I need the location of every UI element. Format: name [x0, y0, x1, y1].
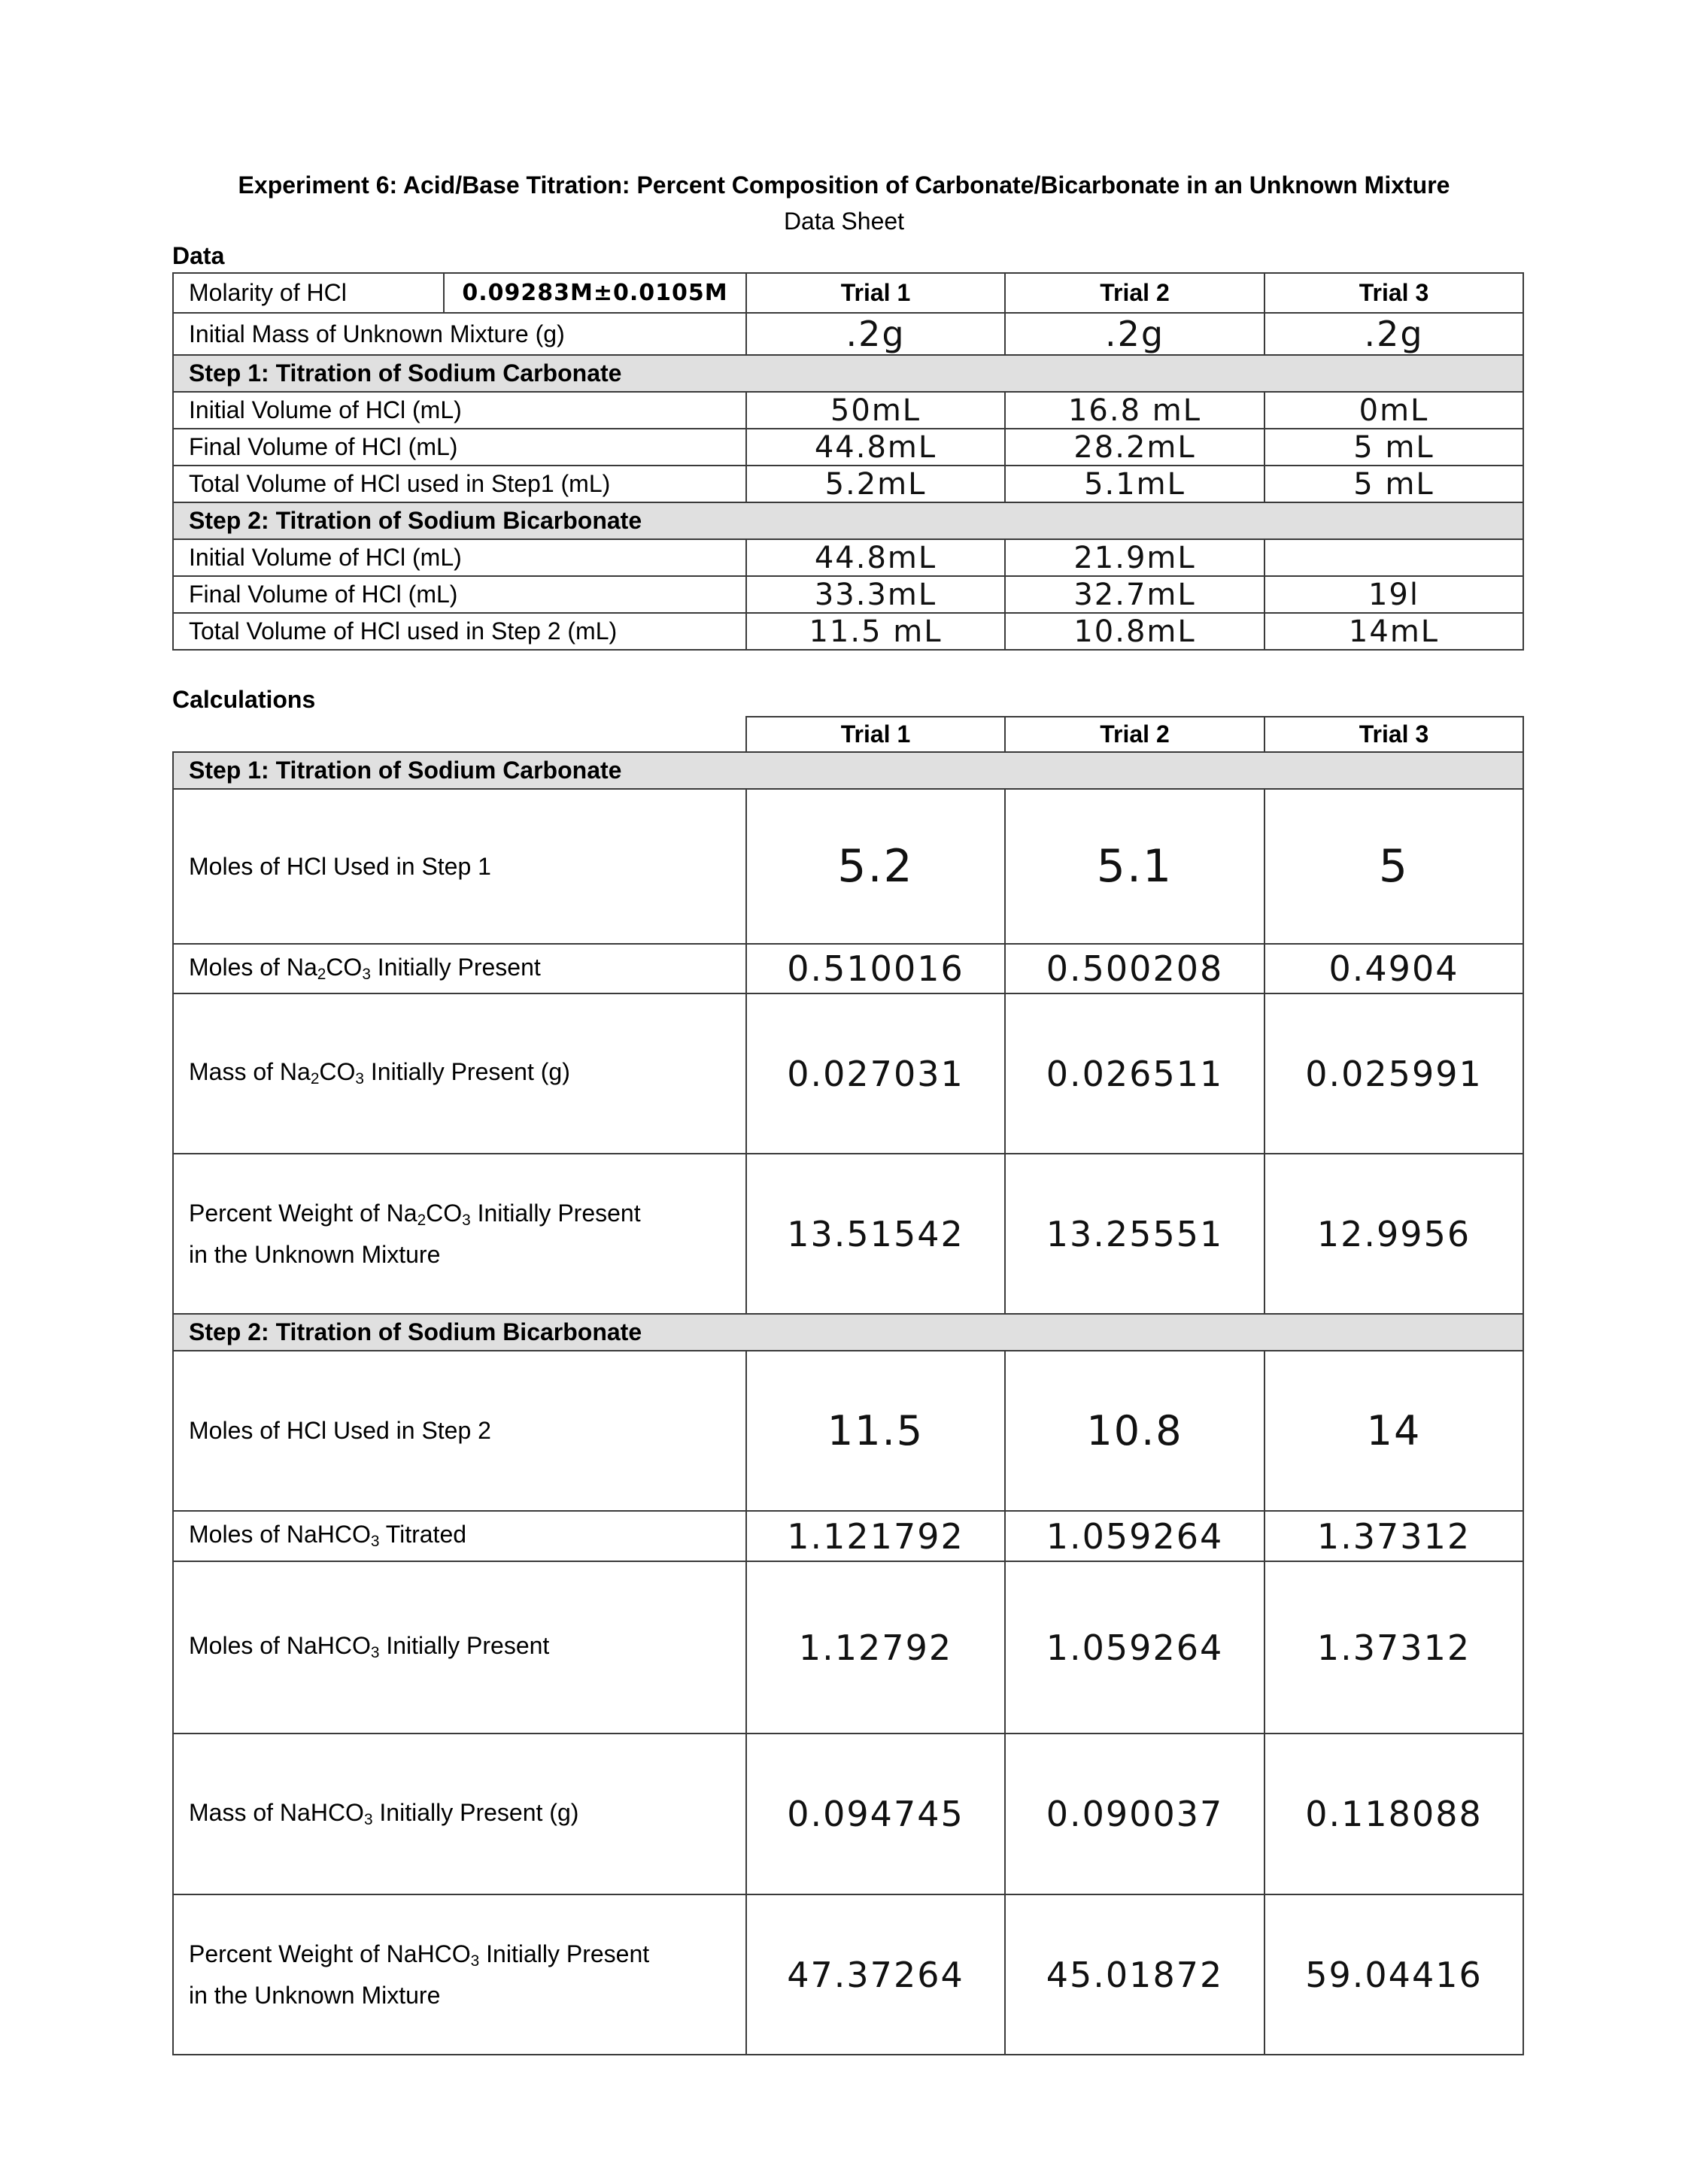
moles-hcl-step2-label: Moles of HCl Used in Step 2 — [173, 1351, 746, 1511]
header-trial-2: Trial 2 — [1005, 273, 1264, 313]
table-row — [173, 789, 1523, 944]
header-blank-cell — [173, 717, 746, 752]
step2-initial-label: Initial Volume of HCl (mL) — [173, 539, 746, 576]
initial-mass-trial-3: .2g — [1264, 313, 1523, 355]
mass-na2co3-trial-3: 0.025991 — [1264, 993, 1523, 1154]
initial-mass-trial-2: .2g — [1005, 313, 1264, 355]
section-band — [173, 355, 1523, 392]
step1-total-trial-2: 5.1mL — [1005, 466, 1264, 502]
header-trial-3: Trial 3 — [1264, 273, 1523, 313]
calc-step2-title: Step 2: Titration of Sodium Bicarbonate — [173, 1314, 1523, 1351]
molarity-label: Molarity of HCl — [173, 273, 444, 313]
step2-initial-trial-2: 21.9mL — [1005, 539, 1264, 576]
initial-mass-label: Initial Mass of Unknown Mixture (g) — [173, 313, 746, 355]
step2-final-label: Final Volume of HCl (mL) — [173, 576, 746, 613]
section-band — [173, 1314, 1523, 1351]
table-row — [173, 273, 1523, 313]
step1-total-label: Total Volume of HCl used in Step1 (mL) — [173, 466, 746, 502]
percent-nahco3-trial-1: 47.37264 — [746, 1894, 1005, 2055]
step2-final-trial-3: 19l — [1264, 576, 1523, 613]
page-title: Experiment 6: Acid/Base Titration: Percent Composition of Carbonate/Bicarbonate in an Unknown Mixture — [238, 171, 1450, 199]
step1-title: Step 1: Titration of Sodium Carbonate — [173, 355, 1523, 392]
moles-na2co3-trial-1: 0.510016 — [746, 944, 1005, 993]
step1-total-trial-3: 5 mL — [1264, 466, 1523, 502]
moles-na2co3-trial-2: 0.500208 — [1005, 944, 1264, 993]
moles-na2co3-label: Moles of $Na_2CO_3$ Initially Present — [173, 944, 746, 993]
table-row — [173, 576, 1523, 613]
table-row — [173, 1561, 1523, 1734]
percent-na2co3-label: Percent Weight of $Na_2CO_3$ Initially Present in the Unknown Mixture — [173, 1154, 746, 1314]
percent-na2co3-trial-1: 13.51542 — [746, 1154, 1005, 1314]
percent-na2co3-trial-2: 13.25551 — [1005, 1154, 1264, 1314]
table-row — [173, 429, 1523, 466]
step1-final-label: Final Volume of HCl (mL) — [173, 429, 746, 466]
table-row — [173, 1351, 1523, 1511]
moles-nahco3-present-trial-3: 1.37312 — [1264, 1561, 1523, 1734]
percent-na2co3-trial-3: 12.9956 — [1264, 1154, 1523, 1314]
data-section-label: Data — [172, 242, 225, 269]
moles-nahco3-present-trial-1: 1.12792 — [746, 1561, 1005, 1734]
step2-initial-trial-3 — [1264, 539, 1523, 576]
step2-final-trial-2: 32.7mL — [1005, 576, 1264, 613]
table-row — [173, 717, 1523, 752]
section-band — [173, 502, 1523, 539]
step1-final-trial-3: 5 mL — [1264, 429, 1523, 466]
moles-hcl-step2-trial-2: 10.8 — [1005, 1351, 1264, 1511]
step1-total-trial-1: 5.2mL — [746, 466, 1005, 502]
table-row — [173, 313, 1523, 355]
table-row — [173, 1511, 1523, 1561]
calc-header-trial-2: Trial 2 — [1005, 717, 1264, 752]
moles-nahco3-present-label: Moles of NaHCO$_3$ Initially Present — [173, 1561, 746, 1734]
moles-hcl-step2-trial-3: 14 — [1264, 1351, 1523, 1511]
moles-na2co3-trial-3: 0.4904 — [1264, 944, 1523, 993]
step2-initial-trial-1: 44.8mL — [746, 539, 1005, 576]
molarity-value: 0.09283M±0.0105M — [444, 273, 746, 313]
table-row — [173, 466, 1523, 502]
calculations-section-label: Calculations — [172, 686, 316, 713]
mass-na2co3-trial-2: 0.026511 — [1005, 993, 1264, 1154]
moles-nahco3-titrated-trial-2: 1.059264 — [1005, 1511, 1264, 1561]
step2-final-trial-1: 33.3mL — [746, 576, 1005, 613]
step2-total-trial-3: 14mL — [1264, 613, 1523, 650]
step1-initial-trial-1: 50mL — [746, 392, 1005, 429]
moles-hcl-step1-trial-1: 5.2 — [746, 789, 1005, 944]
percent-nahco3-trial-2: 45.01872 — [1005, 1894, 1264, 2055]
table-row — [173, 993, 1523, 1154]
moles-hcl-step1-trial-3: 5 — [1264, 789, 1523, 944]
percent-nahco3-trial-3: 59.04416 — [1264, 1894, 1523, 2055]
step2-total-trial-2: 10.8mL — [1005, 613, 1264, 650]
moles-hcl-step1-trial-2: 5.1 — [1005, 789, 1264, 944]
moles-nahco3-titrated-trial-1: 1.121792 — [746, 1511, 1005, 1561]
data-table — [172, 272, 1524, 651]
step1-initial-trial-2: 16.8 mL — [1005, 392, 1264, 429]
table-row — [173, 392, 1523, 429]
calc-header-trial-3: Trial 3 — [1264, 717, 1523, 752]
section-band — [173, 752, 1523, 789]
step1-initial-label: Initial Volume of HCl (mL) — [173, 392, 746, 429]
mass-na2co3-label: Mass of $Na_2CO_3$ Initially Present (g) — [173, 993, 746, 1154]
calc-step1-title: Step 1: Titration of Sodium Carbonate — [173, 752, 1523, 789]
mass-nahco3-trial-1: 0.094745 — [746, 1734, 1005, 1894]
moles-nahco3-present-trial-2: 1.059264 — [1005, 1561, 1264, 1734]
moles-hcl-step2-trial-1: 11.5 — [746, 1351, 1005, 1511]
mass-nahco3-label: Mass of NaHCO$_3$ Initially Present (g) — [173, 1734, 746, 1894]
initial-mass-trial-1: .2g — [746, 313, 1005, 355]
table-row — [173, 944, 1523, 993]
moles-nahco3-titrated-trial-3: 1.37312 — [1264, 1511, 1523, 1561]
mass-nahco3-trial-3: 0.118088 — [1264, 1734, 1523, 1894]
table-row — [173, 1154, 1523, 1314]
table-row — [173, 1894, 1523, 2055]
step2-title: Step 2: Titration of Sodium Bicarbonate — [173, 502, 1523, 539]
step1-final-trial-2: 28.2mL — [1005, 429, 1264, 466]
header-trial-1: Trial 1 — [746, 273, 1005, 313]
step1-initial-trial-3: 0mL — [1264, 392, 1523, 429]
percent-nahco3-label: Percent Weight of NaHCO$_3$ Initially Present in the Unknown Mixture — [173, 1894, 746, 2055]
mass-na2co3-trial-1: 0.027031 — [746, 993, 1005, 1154]
moles-nahco3-titrated-label: Moles of NaHCO$_3$ Titrated — [173, 1511, 746, 1561]
calc-header-trial-1: Trial 1 — [746, 717, 1005, 752]
moles-hcl-step1-label: Moles of HCl Used in Step 1 — [173, 789, 746, 944]
table-row — [173, 1734, 1523, 1894]
step2-total-trial-1: 11.5 mL — [746, 613, 1005, 650]
step1-final-trial-1: 44.8mL — [746, 429, 1005, 466]
step2-total-label: Total Volume of HCl used in Step 2 (mL) — [173, 613, 746, 650]
table-row — [173, 539, 1523, 576]
mass-nahco3-trial-2: 0.090037 — [1005, 1734, 1264, 1894]
page-subtitle: Data Sheet — [783, 208, 905, 235]
calculations-table — [172, 716, 1524, 2055]
table-row — [173, 613, 1523, 650]
